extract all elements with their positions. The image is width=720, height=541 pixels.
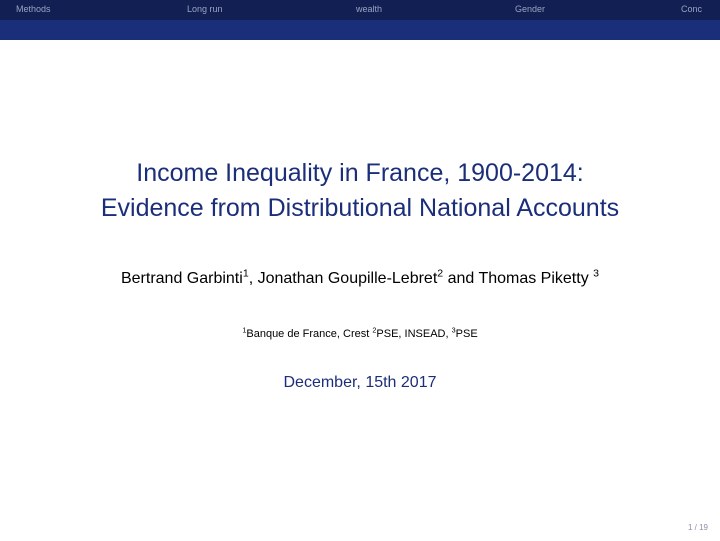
nav-item-wealth[interactable]: wealth <box>356 4 383 14</box>
header-band <box>0 20 720 40</box>
affil-mark: 2 <box>372 325 377 335</box>
author-name: Thomas Piketty <box>478 270 594 287</box>
nav-item-gender[interactable]: Gender <box>515 4 546 14</box>
author-name: Jonathan Goupille-Lebret <box>257 270 438 287</box>
page-counter: 1 / 19 <box>687 523 708 532</box>
affil-text: Banque de France, Crest <box>246 328 373 340</box>
title-line-2: Evidence from Distributional National Accounts <box>100 194 620 222</box>
author-affil-mark: 3 <box>593 267 600 280</box>
section-navbar <box>0 0 720 20</box>
author-separator: , <box>248 270 258 287</box>
nav-item-methods[interactable]: Methods <box>16 4 51 14</box>
affil-mark: 1 <box>242 325 247 335</box>
presentation-date: December, 15th 2017 <box>283 374 437 391</box>
author-list <box>0 267 720 288</box>
affil-text: PSE, INSEAD, <box>376 328 452 340</box>
title-line-1: Income Inequality in France, 1900-2014: <box>136 159 584 187</box>
nav-item-conc[interactable]: Conc <box>681 4 703 14</box>
nav-item-long-run[interactable]: Long run <box>187 4 223 14</box>
slide-title <box>0 156 720 226</box>
author-affil-mark: 2 <box>437 267 444 280</box>
affil-mark: 3 <box>451 325 456 335</box>
affil-text: PSE <box>455 328 478 340</box>
affiliation-list <box>0 325 720 340</box>
author-affil-mark: 1 <box>242 267 249 280</box>
author-separator: and <box>443 270 479 287</box>
author-name: Bertrand Garbinti <box>120 270 243 287</box>
